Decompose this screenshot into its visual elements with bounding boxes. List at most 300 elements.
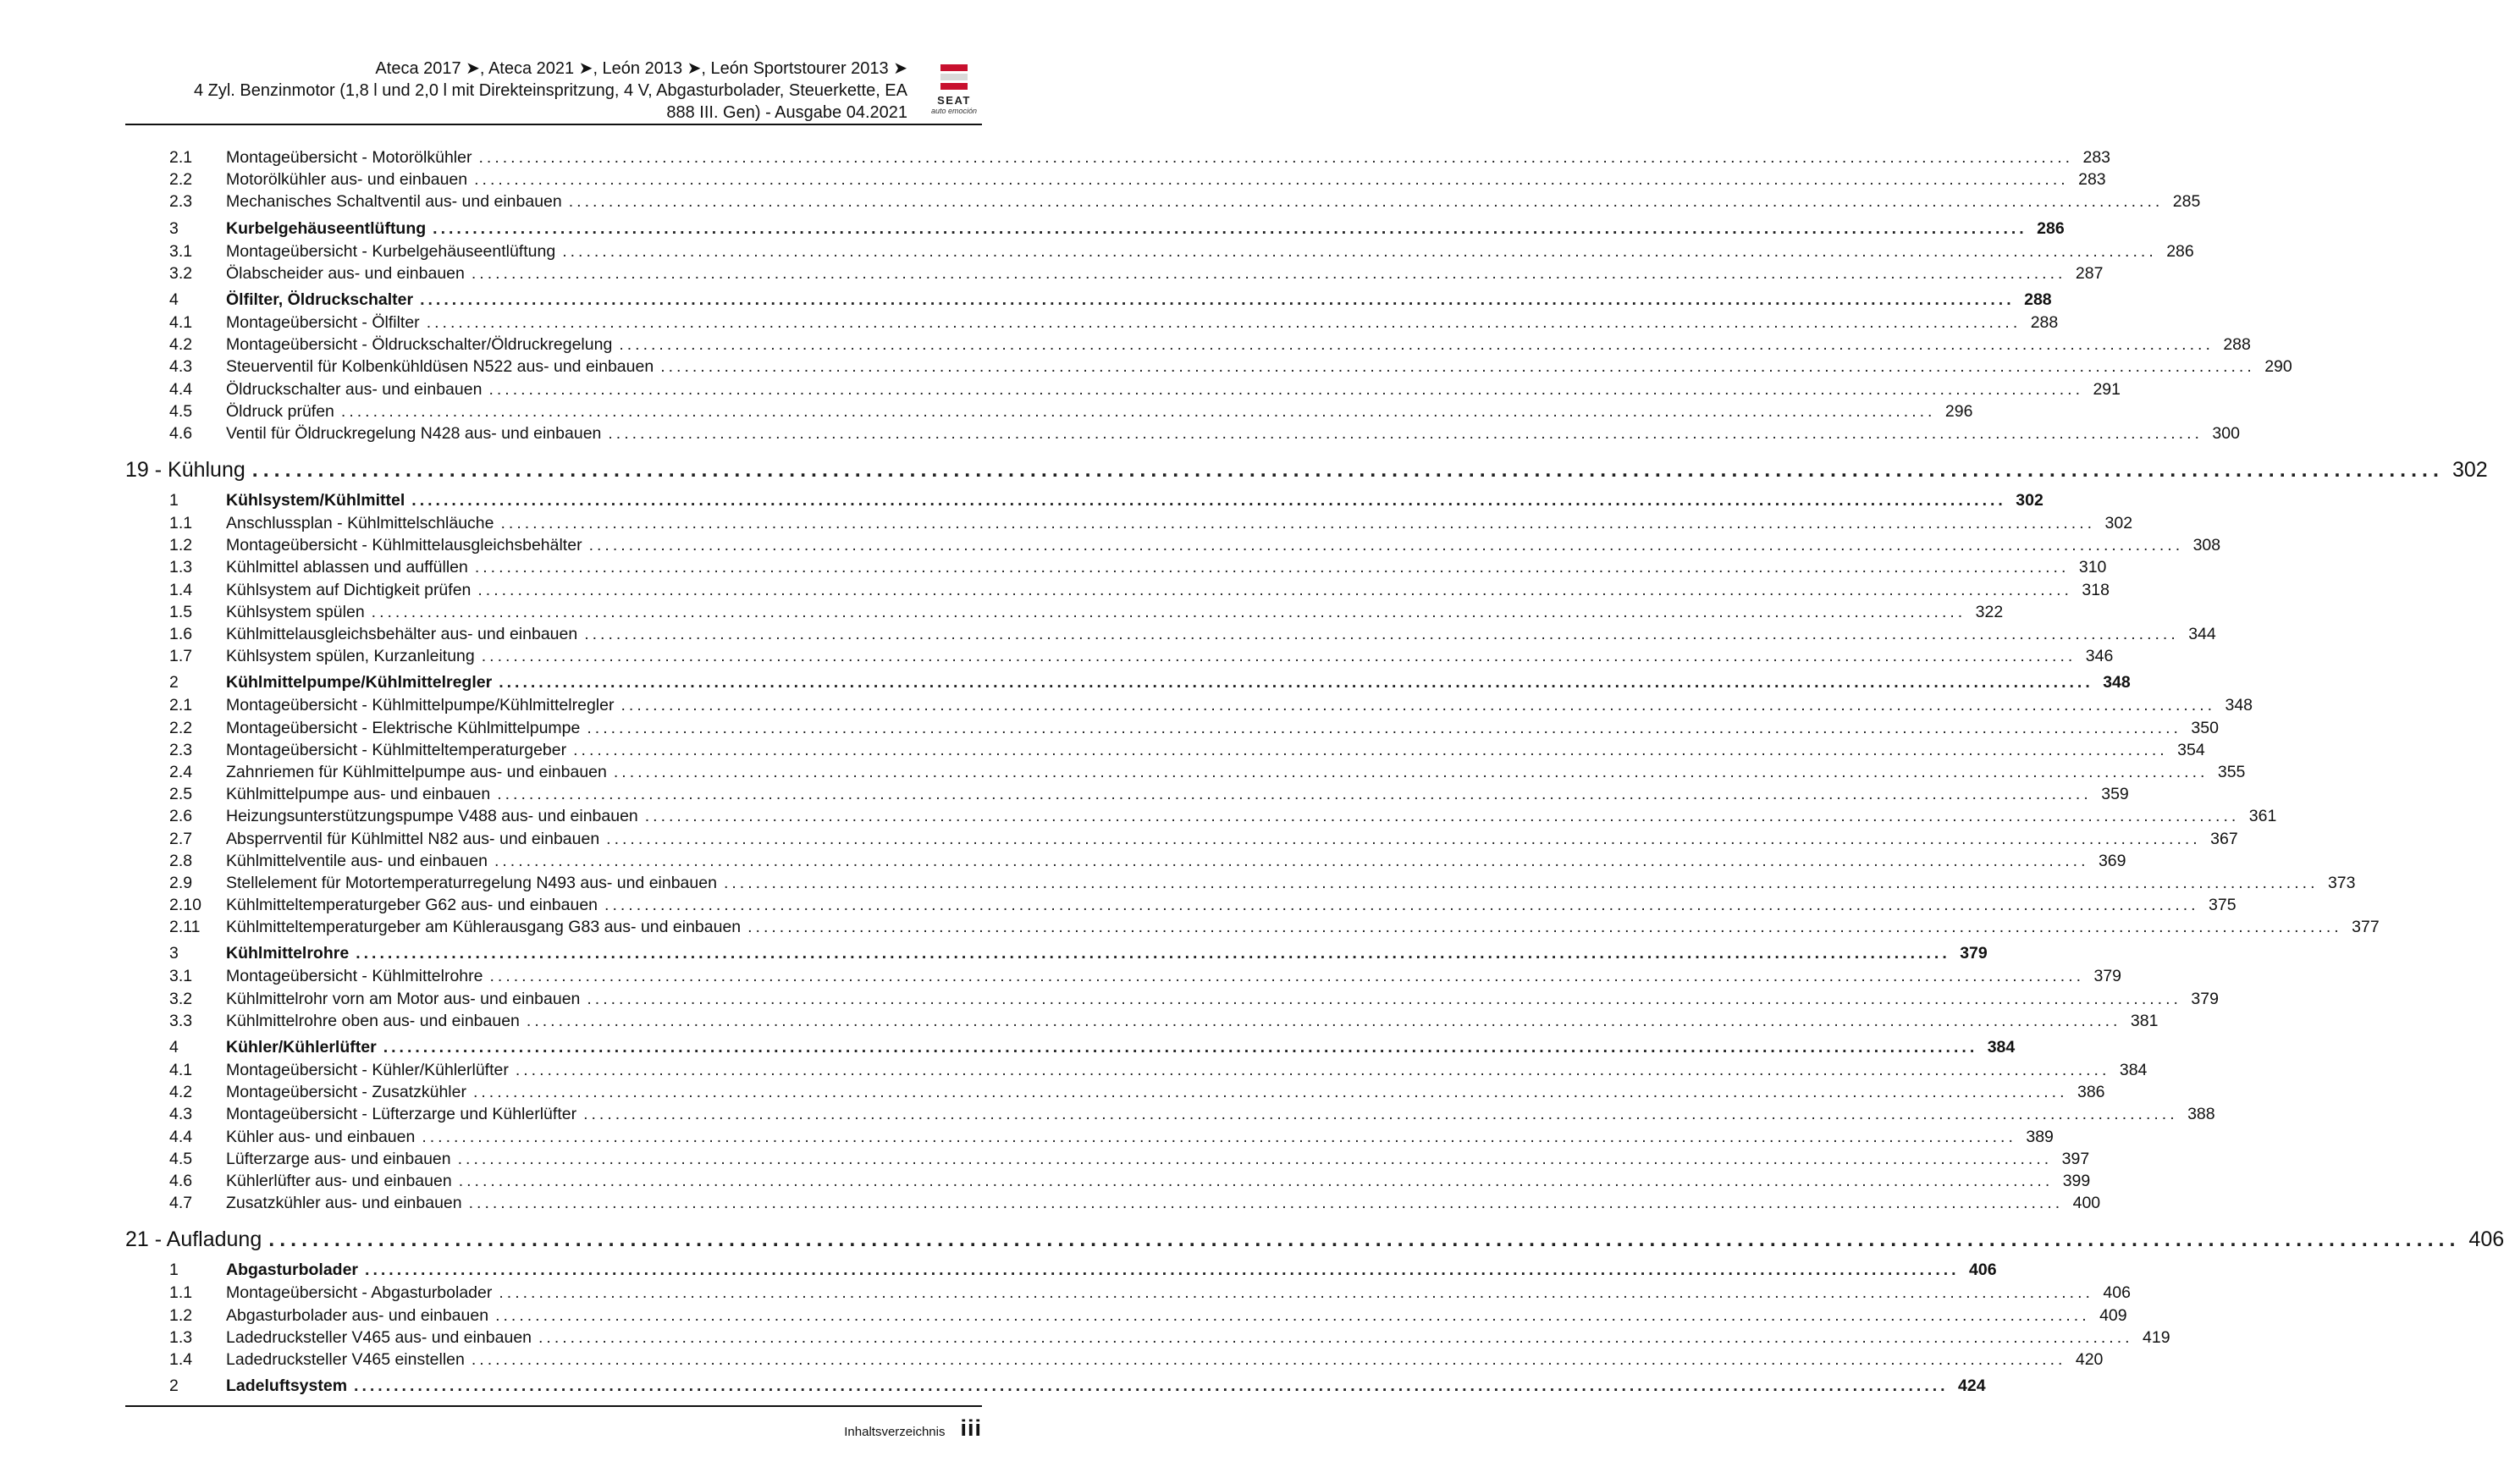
toc-number: 1.3 — [169, 1327, 193, 1347]
toc-title: Ladedrucksteller V465 aus- und einbauen — [226, 1327, 532, 1347]
toc-entry[interactable] — [125, 579, 2110, 601]
toc-line — [226, 146, 2111, 168]
toc-entry[interactable] — [125, 422, 2240, 444]
toc-title: 21 - Aufladung — [125, 1227, 262, 1252]
toc-entry[interactable] — [125, 168, 2106, 190]
dot-leader: ........................................................................................................................................................................................................ — [613, 762, 2209, 781]
dot-leader: ........................................................................................................................................................................................................ — [500, 514, 2096, 533]
dot-leader: ........................................................................................................................................................................................................ — [587, 718, 2181, 737]
toc-entry[interactable] — [125, 1059, 2148, 1081]
toc-title: Kühlmittelpumpe/Kühlmittelregler — [226, 673, 493, 692]
toc-page-number: 406 — [2103, 1283, 2131, 1303]
page-footer — [844, 1415, 982, 1442]
dot-leader: ........................................................................................................................................................................................................ — [340, 401, 1936, 421]
toc-page-number: 322 — [1975, 602, 2004, 621]
toc-title: Kühler aus- und einbauen — [226, 1127, 416, 1146]
dot-leader: ........................................................................................................................................................................................................ — [747, 918, 2342, 937]
toc-number: 4.4 — [169, 379, 193, 399]
toc-title: Montageübersicht - Abgasturbolader — [226, 1283, 493, 1303]
dot-leader: ........................................................................................................................................................................................................ — [474, 558, 2070, 577]
toc-number: 1 — [169, 491, 179, 510]
toc-number: 3.1 — [169, 241, 193, 261]
toc-title: Kühlsystem/Kühlmittel — [226, 491, 405, 510]
toc-line — [226, 400, 1973, 422]
toc-number: 2.7 — [169, 829, 193, 848]
toc-title: Kühlsystem spülen, Kurzanleitung — [226, 647, 475, 666]
dot-leader: ........................................................................................................................................................................................................ — [411, 491, 2006, 510]
toc-title: Montageübersicht - Elektrische Kühlmittelpumpe — [226, 718, 581, 737]
toc-number: 1 — [169, 1261, 179, 1280]
toc-line — [226, 1375, 1986, 1397]
toc-page-number: 377 — [2352, 918, 2380, 937]
toc-entry[interactable] — [125, 146, 2111, 168]
dot-leader: ........................................................................................................................................................................................................ — [422, 1127, 2016, 1146]
dot-leader: ........................................................................................................................................................................................................ — [583, 1105, 2178, 1124]
dot-leader: ........................................................................................................................................................................................................ — [458, 1171, 2054, 1190]
toc-line — [226, 623, 2216, 645]
dot-leader: ........................................................................................................................................................................................................ — [471, 1349, 2066, 1369]
toc-line — [226, 512, 2133, 534]
toc-line — [226, 289, 2052, 311]
toc-entry[interactable] — [125, 1170, 2091, 1192]
toc-line — [226, 556, 2107, 578]
toc-entry[interactable] — [125, 1349, 2104, 1371]
dot-leader: ........................................................................................................................................................................................................ — [499, 1283, 2093, 1303]
toc-line — [226, 190, 2201, 212]
toc-line — [226, 1327, 2170, 1349]
toc-page-number: 288 — [2030, 312, 2059, 332]
toc-number: 1.7 — [169, 647, 193, 666]
seat-emblem-icon — [937, 63, 971, 93]
toc-entry[interactable] — [125, 400, 1973, 422]
toc-entry[interactable] — [125, 1103, 2215, 1125]
toc-entry[interactable] — [125, 601, 2004, 623]
toc-title: Ölfilter, Öldruckschalter — [226, 290, 414, 309]
toc-entry[interactable] — [125, 190, 2201, 212]
toc-page-number: 369 — [2098, 851, 2126, 870]
toc-page-number: 384 — [2119, 1061, 2148, 1079]
toc-line — [226, 761, 2246, 783]
toc-page-number: 290 — [2264, 357, 2292, 377]
toc-number: 2.1 — [169, 696, 193, 715]
toc-page-number: 286 — [2037, 218, 2065, 238]
dot-leader: ........................................................................................................................................................................................................ — [620, 696, 2216, 715]
toc-line — [226, 916, 2380, 938]
header-line-1: Ateca 2017 ➤, Ateca 2021 ➤, León 2013 ➤, León Sportstourer 2013 ➤ — [375, 59, 907, 78]
toc-title: Montageübersicht - Kühler/Kühlerlüfter — [226, 1061, 509, 1079]
toc-page-number: 283 — [2078, 170, 2106, 190]
toc-title: Steuerventil für Kolbenkühldüsen N522 aus- und einbauen — [226, 357, 654, 377]
toc-title: Absperrventil für Kühlmittel N82 aus- und einbauen — [226, 829, 600, 848]
toc-number: 2.3 — [169, 192, 193, 212]
toc-entry[interactable] — [125, 1327, 2170, 1349]
toc-line — [226, 356, 2292, 378]
toc-line — [226, 218, 2065, 240]
toc-number: 3.2 — [169, 263, 193, 283]
toc-line — [226, 601, 2004, 623]
toc-number: 2.2 — [169, 718, 193, 737]
toc-title: 19 - Kühlung — [125, 458, 245, 483]
toc-title: Mechanisches Schaltventil aus- und einbauen — [226, 192, 562, 212]
dot-leader: ........................................................................................................................................................................................................ — [568, 192, 2164, 212]
toc-title: Kühlmittelausgleichsbehälter aus- und einbauen — [226, 625, 578, 643]
toc-number: 1.2 — [169, 536, 193, 555]
toc-title: Montageübersicht - Kühlmittelpumpe/Kühlmittelregler — [226, 696, 615, 715]
dot-leader: ........................................................................................................................................................................................................ — [383, 1038, 1978, 1056]
toc-entry[interactable] — [125, 783, 2129, 805]
toc-number: 1.3 — [169, 558, 193, 577]
dot-leader: ........................................................................................................................................................................................................ — [457, 1149, 2053, 1168]
dot-leader: ........................................................................................................................................................................................................ — [472, 1083, 2068, 1102]
toc-number: 2.1 — [169, 148, 193, 167]
toc-page-number: 348 — [2103, 673, 2131, 692]
toc-page-number: 308 — [2192, 536, 2221, 555]
toc-line — [226, 422, 2240, 444]
toc-page-number: 318 — [2082, 580, 2110, 599]
toc-number: 2.9 — [169, 873, 193, 892]
toc-page-number: 287 — [2075, 263, 2104, 283]
toc-number: 4.2 — [169, 1083, 193, 1102]
dot-leader: ........................................................................................................................................................................................................ — [478, 148, 2074, 167]
toc-page-number: 285 — [2172, 192, 2201, 212]
toc-number: 4.6 — [169, 1171, 193, 1190]
toc-page-number: 384 — [1987, 1038, 2016, 1056]
toc-section[interactable] — [125, 671, 2131, 694]
toc-line — [226, 988, 2219, 1010]
toc-number: 4.1 — [169, 1061, 193, 1079]
toc-number: 3.2 — [169, 989, 193, 1008]
toc-page-number: 359 — [2101, 785, 2129, 804]
toc-page-number: 310 — [2078, 558, 2107, 577]
toc-number: 4.2 — [169, 335, 193, 355]
toc-number: 4.1 — [169, 312, 193, 332]
toc-page-number: 361 — [2248, 807, 2277, 826]
toc-title: Montageübersicht - Kurbelgehäuseentlüftung — [226, 241, 556, 261]
toc-title: Kühlmittelrohre — [226, 944, 350, 963]
toc-line — [226, 1081, 2105, 1103]
toc-line — [226, 312, 2059, 334]
toc-page-number: 355 — [2217, 762, 2246, 781]
dot-leader: ........................................................................................................................................................................................................ — [562, 241, 2157, 261]
toc-line — [226, 694, 2253, 716]
toc-line — [226, 1126, 2054, 1148]
toc-page-number: 302 — [2104, 514, 2133, 533]
dot-leader: ........................................................................................................................................................................................................ — [356, 944, 1950, 963]
dot-leader: ........................................................................................................................................................................................................ — [471, 263, 2066, 283]
toc-number: 2.5 — [169, 785, 193, 804]
toc-title: Anschlussplan - Kühlmittelschläuche — [226, 514, 494, 533]
toc-title: Kühlmittelrohre oben aus- und einbauen — [226, 1011, 520, 1030]
toc-entry[interactable] — [125, 828, 2238, 850]
toc-line — [226, 1282, 2131, 1304]
toc-entry[interactable] — [125, 1081, 2105, 1103]
toc-entry[interactable] — [125, 894, 2237, 916]
seat-logo — [928, 63, 980, 116]
toc-page-number: 286 — [2166, 241, 2194, 261]
toc-entry[interactable] — [125, 761, 2246, 783]
toc-entry[interactable] — [125, 512, 2133, 534]
dot-leader: ........................................................................................................................................................................................................ — [587, 989, 2181, 1008]
header-divider — [125, 124, 982, 125]
dot-leader: ........................................................................................................................................................................................................ — [481, 647, 2077, 666]
toc-title: Kühlmitteltemperaturgeber am Kühlerausgang G83 aus- und einbauen — [226, 918, 742, 937]
toc-title: Abgasturbolader aus- und einbauen — [226, 1305, 489, 1325]
toc-page-number: 419 — [2143, 1327, 2170, 1347]
toc-line — [226, 168, 2106, 190]
toc-line — [226, 378, 2121, 400]
header-line-3: 888 III. Gen) - Ausgabe 04.2021 — [666, 103, 907, 122]
toc-page-number: 424 — [1958, 1376, 1986, 1396]
dot-leader: ........................................................................................................................................................................................................ — [251, 458, 2444, 483]
dot-leader: ........................................................................................................................................................................................................ — [489, 967, 2085, 986]
dot-leader: ........................................................................................................................................................................................................ — [606, 829, 2201, 848]
toc-entry[interactable] — [125, 645, 2114, 667]
document-title — [129, 58, 907, 124]
dot-leader: ........................................................................................................................................................................................................ — [644, 807, 2240, 826]
toc-line — [125, 1224, 2504, 1255]
toc-number: 3.1 — [169, 967, 193, 986]
toc-title: Zusatzkühler aus- und einbauen — [226, 1194, 462, 1213]
toc-page-number: 344 — [2188, 625, 2216, 643]
toc-section[interactable] — [125, 218, 2065, 240]
dot-leader: ........................................................................................................................................................................................................ — [723, 873, 2319, 892]
toc-chapter[interactable] — [125, 1224, 2504, 1255]
toc-line — [226, 1259, 1997, 1281]
toc-number: 2.3 — [169, 740, 193, 759]
toc-title: Montageübersicht - Lüfterzarge und Kühlerlüfter — [226, 1105, 577, 1124]
toc-entry[interactable] — [125, 1282, 2131, 1304]
toc-entry[interactable] — [125, 534, 2221, 556]
toc-number: 2.10 — [169, 896, 201, 915]
toc-title: Kühlmittel ablassen und auffüllen — [226, 558, 468, 577]
toc-title: Kühlerlüfter aus- und einbauen — [226, 1171, 452, 1190]
toc-number: 4.4 — [169, 1127, 193, 1146]
toc-page-number: 283 — [2082, 148, 2111, 167]
toc-title: Kühlsystem spülen — [226, 602, 365, 621]
dot-leader: ........................................................................................................................................................................................................ — [354, 1376, 1949, 1396]
toc-entry[interactable] — [125, 312, 2059, 334]
toc-number: 4 — [169, 1038, 179, 1056]
toc-entry[interactable] — [125, 694, 2253, 716]
toc-title: Zahnriemen für Kühlmittelpumpe aus- und einbauen — [226, 762, 607, 781]
dot-leader: ........................................................................................................................................................................................................ — [433, 218, 2027, 238]
toc-page-number: 409 — [2099, 1305, 2127, 1325]
toc-entry[interactable] — [125, 1010, 2159, 1032]
toc-entry[interactable] — [125, 378, 2121, 400]
dot-leader: ........................................................................................................................................................................................................ — [584, 625, 2179, 643]
toc-line — [226, 828, 2238, 850]
toc-page-number: 302 — [2452, 458, 2488, 483]
toc-number: 2.4 — [169, 762, 193, 781]
dot-leader: ........................................................................................................................................................................................................ — [495, 1305, 2090, 1325]
page-number: iii — [960, 1415, 982, 1441]
dot-leader: ........................................................................................................................................................................................................ — [365, 1261, 1960, 1280]
toc-title: Ventil für Öldruckregelung N428 aus- und einbauen — [226, 423, 602, 443]
toc-page-number: 400 — [2072, 1194, 2101, 1213]
toc-page-number: 291 — [2093, 379, 2121, 399]
toc-number: 1.4 — [169, 1349, 193, 1369]
toc-entry[interactable] — [125, 850, 2126, 872]
toc-entry[interactable] — [125, 965, 2122, 987]
toc-title: Kühlmitteltemperaturgeber G62 aus- und einbauen — [226, 896, 598, 915]
toc-title: Kühlmittelrohr vorn am Motor aus- und einbauen — [226, 989, 581, 1008]
toc-line — [226, 965, 2122, 987]
toc-section[interactable] — [125, 489, 2043, 512]
toc-title: Kühlmittelventile aus- und einbauen — [226, 851, 488, 870]
dot-leader: ........................................................................................................................................................................................................ — [608, 423, 2203, 443]
toc-title: Heizungsunterstützungspumpe V488 aus- und einbauen — [226, 807, 638, 826]
dot-leader: ........................................................................................................................................................................................................ — [588, 536, 2184, 555]
toc-section[interactable] — [125, 1259, 1997, 1282]
toc-page-number: 288 — [2223, 335, 2251, 355]
toc-title: Motorölkühler aus- und einbauen — [226, 170, 468, 190]
toc-entry[interactable] — [125, 1148, 2090, 1170]
toc-title: Montageübersicht - Motorölkühler — [226, 148, 472, 167]
toc-title: Montageübersicht - Zusatzkühler — [226, 1083, 466, 1102]
toc-line — [226, 262, 2104, 284]
toc-line — [226, 850, 2126, 872]
toc-line — [226, 739, 2205, 761]
toc-line — [226, 717, 2219, 739]
toc-number: 3.3 — [169, 1011, 193, 1030]
toc-page-number: 406 — [2468, 1227, 2504, 1252]
toc-entry[interactable] — [125, 1305, 2127, 1327]
toc-line — [226, 645, 2114, 667]
toc-page-number: 386 — [2077, 1083, 2105, 1102]
toc-number: 2.2 — [169, 170, 193, 190]
header-line-2: 4 Zyl. Benzinmotor (1,8 l und 2,0 l mit Direkteinspritzung, 4 V, Abgasturbolader, Steuerkette, EA — [193, 81, 907, 100]
dot-leader: ........................................................................................................................................................................................................ — [497, 785, 2092, 804]
toc-number: 4.6 — [169, 423, 193, 443]
dot-leader: ........................................................................................................................................................................................................ — [268, 1227, 2461, 1252]
toc-title: Montageübersicht - Öldruckschalter/Öldruckregelung — [226, 335, 613, 355]
toc-title: Montageübersicht - Ölfilter — [226, 312, 420, 332]
toc-title: Kühlmittelpumpe aus- und einbauen — [226, 785, 491, 804]
toc-title: Ladedrucksteller V465 einstellen — [226, 1349, 465, 1369]
logo-brand: SEAT — [937, 94, 971, 107]
toc-number: 4 — [169, 290, 179, 309]
toc-page-number: 302 — [2016, 491, 2043, 510]
toc-entry[interactable] — [125, 1126, 2054, 1148]
dot-leader: ........................................................................................................................................................................................................ — [660, 357, 2255, 377]
footer-label: Inhaltsverzeichnis — [844, 1425, 946, 1439]
toc-line — [226, 1148, 2090, 1170]
toc-number: 3 — [169, 944, 179, 963]
toc-number: 4.7 — [169, 1194, 193, 1213]
toc-page-number: 350 — [2191, 718, 2219, 737]
toc-entry[interactable] — [125, 805, 2277, 827]
toc-line — [226, 489, 2043, 511]
toc-number: 2 — [169, 673, 179, 692]
toc-entry[interactable] — [125, 717, 2219, 739]
toc-entry[interactable] — [125, 623, 2216, 645]
toc-page-number: 288 — [2024, 290, 2052, 309]
toc-entry[interactable] — [125, 988, 2219, 1010]
toc-number: 1.2 — [169, 1305, 193, 1325]
toc-title: Öldruck prüfen — [226, 401, 334, 421]
dot-leader: ........................................................................................................................................................................................................ — [515, 1061, 2110, 1079]
dot-leader: ........................................................................................................................................................................................................ — [499, 673, 2093, 692]
toc-section[interactable] — [125, 1375, 1986, 1398]
toc-line — [226, 1349, 2104, 1371]
toc-line — [226, 334, 2251, 356]
toc-number: 1.5 — [169, 602, 193, 621]
toc-number: 4.3 — [169, 357, 193, 377]
toc-entry[interactable] — [125, 916, 2380, 938]
toc-title: Montageübersicht - Kühlmitteltemperaturgeber — [226, 740, 567, 759]
table-of-contents — [125, 146, 2504, 1398]
toc-page-number: 379 — [2093, 967, 2122, 986]
dot-leader: ........................................................................................................................................................................................................ — [538, 1327, 2133, 1347]
dot-leader: ........................................................................................................................................................................................................ — [371, 602, 1966, 621]
toc-line — [226, 579, 2110, 601]
toc-entry[interactable] — [125, 262, 2104, 284]
toc-page-number: 373 — [2327, 873, 2356, 892]
toc-number: 2.8 — [169, 851, 193, 870]
toc-number: 1.1 — [169, 514, 193, 533]
toc-entry[interactable] — [125, 556, 2107, 578]
dot-leader: ........................................................................................................................................................................................................ — [573, 740, 2168, 759]
toc-line — [226, 1192, 2101, 1214]
toc-section[interactable] — [125, 289, 2052, 312]
toc-page-number: 397 — [2061, 1149, 2090, 1168]
toc-page-number: 346 — [2085, 647, 2114, 666]
toc-line — [226, 671, 2131, 693]
toc-entry[interactable] — [125, 872, 2356, 894]
toc-number: 2.6 — [169, 807, 193, 826]
toc-number: 4.3 — [169, 1105, 193, 1124]
toc-title: Öldruckschalter aus- und einbauen — [226, 379, 483, 399]
toc-entry[interactable] — [125, 1192, 2101, 1214]
toc-page-number: 389 — [2026, 1127, 2054, 1146]
toc-title: Kühler/Kühlerlüfter — [226, 1038, 377, 1056]
toc-entry[interactable] — [125, 334, 2251, 356]
toc-entry[interactable] — [125, 739, 2205, 761]
toc-title: Abgasturbolader — [226, 1261, 359, 1280]
toc-page-number: 388 — [2187, 1105, 2215, 1124]
toc-page-number: 375 — [2209, 896, 2237, 915]
toc-page-number: 296 — [1944, 401, 1973, 421]
dot-leader: ........................................................................................................................................................................................................ — [488, 379, 2083, 399]
logo-tagline: auto emoción — [930, 107, 978, 115]
toc-page-number: 354 — [2177, 740, 2205, 759]
toc-number: 1.6 — [169, 625, 193, 643]
toc-line — [226, 1036, 2016, 1058]
toc-line — [226, 1059, 2148, 1081]
toc-chapter[interactable] — [125, 455, 2488, 485]
dot-leader: ........................................................................................................................................................................................................ — [619, 335, 2214, 355]
toc-line — [226, 894, 2237, 916]
dot-leader: ........................................................................................................................................................................................................ — [526, 1011, 2121, 1030]
toc-page-number: 348 — [2225, 696, 2253, 715]
toc-entry[interactable] — [125, 356, 2292, 378]
toc-number: 3 — [169, 218, 179, 238]
dot-leader: ........................................................................................................................................................................................................ — [477, 580, 2072, 599]
toc-page-number: 300 — [2212, 423, 2240, 443]
toc-title: Lüfterzarge aus- und einbauen — [226, 1149, 451, 1168]
toc-section[interactable] — [125, 1036, 2016, 1059]
footer-divider — [125, 1405, 982, 1407]
toc-entry[interactable] — [125, 240, 2194, 262]
toc-title: Montageübersicht - Kühlmittelrohre — [226, 967, 483, 986]
dot-leader: ........................................................................................................................................................................................................ — [468, 1194, 2064, 1213]
toc-page-number: 367 — [2210, 829, 2238, 848]
toc-title: Kühlsystem auf Dichtigkeit prüfen — [226, 580, 472, 599]
toc-number: 1.4 — [169, 580, 193, 599]
toc-page-number: 381 — [2130, 1011, 2159, 1030]
toc-line — [226, 1170, 2091, 1192]
toc-section[interactable] — [125, 942, 1988, 965]
